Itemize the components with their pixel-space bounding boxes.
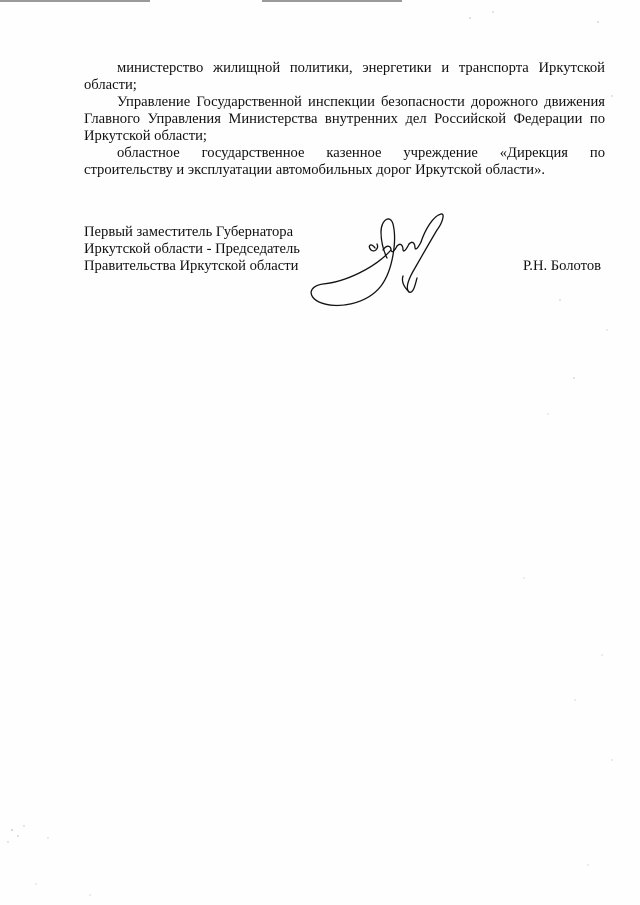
document-body xyxy=(84,60,605,179)
signatory-position-line: Первый заместитель Губернатора xyxy=(84,224,294,240)
list-item: областное государственное казенное учреждение «Дирекция по строительству и эксплуатации автомобильных дорог Иркутской области». xyxy=(84,145,605,178)
signatory-position-line: Правительства Иркутской области xyxy=(84,258,299,274)
signature-icon xyxy=(305,210,455,310)
list-item: Управление Государственной инспекции безопасности дорожного движения Главного Управления Министерства внутренних дел Российской Федерации по Иркутской области; xyxy=(84,94,605,144)
list-item: министерство жилищной политики, энергетики и транспорта Иркутской области; xyxy=(84,60,605,93)
signatory-name: Р.Н. Болотов xyxy=(523,258,602,274)
signatory-position xyxy=(84,224,300,275)
scan-edge-line xyxy=(262,0,402,2)
scan-edge-line xyxy=(0,0,150,2)
signatory-position-line: Иркутской области - Председатель xyxy=(84,241,300,257)
